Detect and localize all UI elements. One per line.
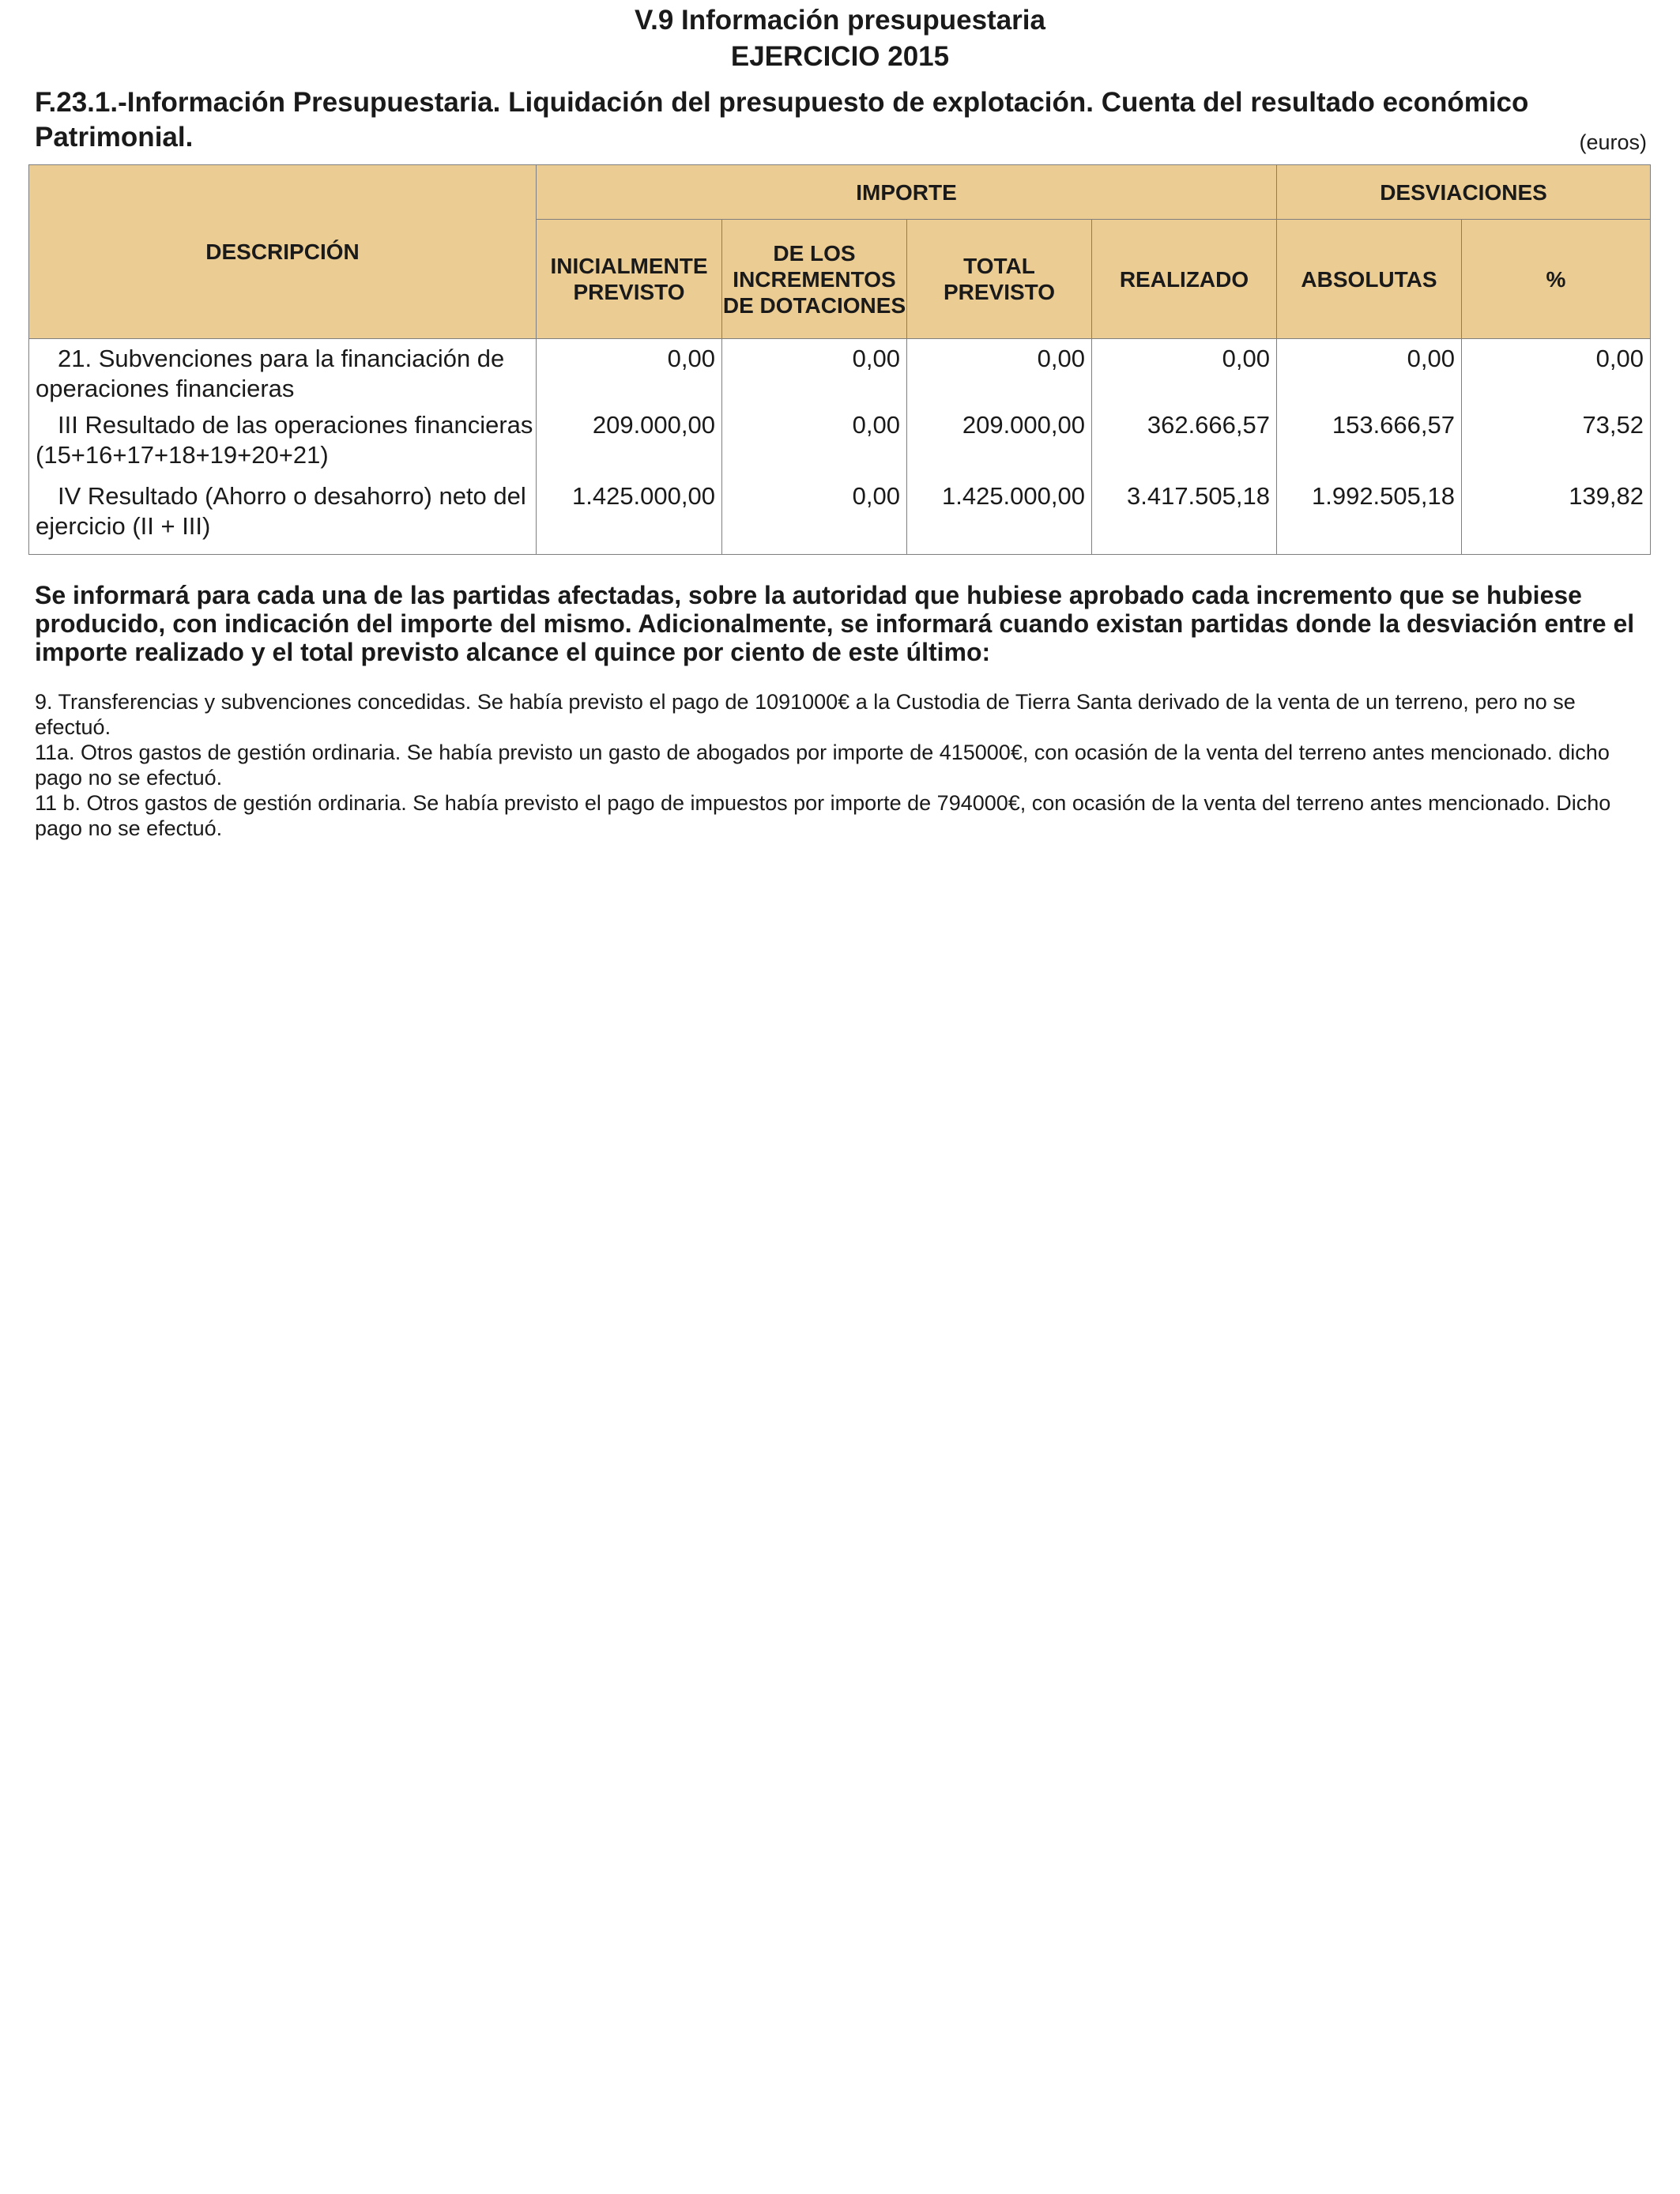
- table-row: [29, 410, 1651, 481]
- cell-descripcion: 21. Subvenciones para la financiación de operaciones financieras: [29, 339, 537, 411]
- cell-incrementos: 0,00: [722, 481, 907, 555]
- note-item: 9. Transferencias y subvenciones concedidas. Se había previsto el pago de 1091000€ a la Custodia de Tierra Santa derivado de la venta de un terreno, pero no se efectuó.: [35, 690, 1576, 739]
- cell-descripcion: IV Resultado (Ahorro o desahorro) neto del ejercicio (II + III): [29, 481, 537, 555]
- cell-total-previsto: 0,00: [907, 339, 1092, 411]
- table-row: [29, 339, 1651, 411]
- col-header-porcentaje: %: [1462, 220, 1651, 339]
- cell-incrementos: 0,00: [722, 410, 907, 481]
- note-item: 11 b. Otros gastos de gestión ordinaria. Se había previsto el pago de impuestos por importe de 794000€, con ocasión de la venta del terreno antes mencionado. Dicho pago no se efectuó.: [35, 791, 1611, 840]
- table-row: [29, 481, 1651, 555]
- cell-absolutas: 1.992.505,18: [1277, 481, 1462, 555]
- group-header-importe: IMPORTE: [537, 165, 1277, 220]
- cell-porcentaje: 0,00: [1462, 339, 1651, 411]
- cell-inicialmente-previsto: 209.000,00: [537, 410, 722, 481]
- cell-absolutas: 0,00: [1277, 339, 1462, 411]
- cell-descripcion: III Resultado de las operaciones financieras (15+16+17+18+19+20+21): [29, 410, 537, 481]
- section-heading: V.9 Información presupuestaria: [635, 5, 1045, 36]
- cell-incrementos: 0,00: [722, 339, 907, 411]
- cell-realizado: 362.666,57: [1092, 410, 1277, 481]
- col-header-realizado: REALIZADO: [1092, 220, 1277, 339]
- cell-inicialmente-previsto: 0,00: [537, 339, 722, 411]
- fiscal-year-heading: EJERCICIO 2015: [730, 41, 950, 72]
- group-header-desviaciones: DESVIACIONES: [1277, 165, 1651, 220]
- cell-total-previsto: 209.000,00: [907, 410, 1092, 481]
- note-item: 11a. Otros gastos de gestión ordinaria. Se había previsto un gasto de abogados por importe de 415000€, con ocasión de la venta del terreno antes mencionado. dicho pago no se efectuó.: [35, 741, 1610, 790]
- cell-realizado: 3.417.505,18: [1092, 481, 1277, 555]
- deviation-notes: [35, 689, 1647, 841]
- cell-realizado: 0,00: [1092, 339, 1277, 411]
- cell-inicialmente-previsto: 1.425.000,00: [537, 481, 722, 555]
- col-header-absolutas: ABSOLUTAS: [1277, 220, 1462, 339]
- cell-porcentaje: 139,82: [1462, 481, 1651, 555]
- col-header-total-previsto: TOTAL PREVISTO: [907, 220, 1092, 339]
- cell-total-previsto: 1.425.000,00: [907, 481, 1092, 555]
- units-label: (euros): [1579, 130, 1647, 154]
- cell-porcentaje: 73,52: [1462, 410, 1651, 481]
- table-title: F.23.1.-Información Presupuestaria. Liquidación del presupuesto de explotación. Cuenta del resultado económico Patrimonial.: [35, 87, 1529, 153]
- col-header-inicialmente-previsto: INICIALMENTE PREVISTO: [537, 220, 722, 339]
- col-header-incrementos: DE LOS INCREMENTOS DE DOTACIONES: [722, 220, 907, 339]
- group-header-row: [29, 165, 1651, 220]
- deviation-instructions: Se informará para cada una de las partidas afectadas, sobre la autoridad que hubiese aprobado cada incremento que se hubiese producido, con indicación del importe del mismo. Adicionalmente, se informará cuando existan partidas donde la desviación entre el importe realizado y el total previsto alcance el quince por ciento de este último:: [35, 581, 1635, 666]
- budget-table: [28, 164, 1651, 555]
- col-header-descripcion: DESCRIPCIÓN: [29, 165, 537, 339]
- cell-absolutas: 153.666,57: [1277, 410, 1462, 481]
